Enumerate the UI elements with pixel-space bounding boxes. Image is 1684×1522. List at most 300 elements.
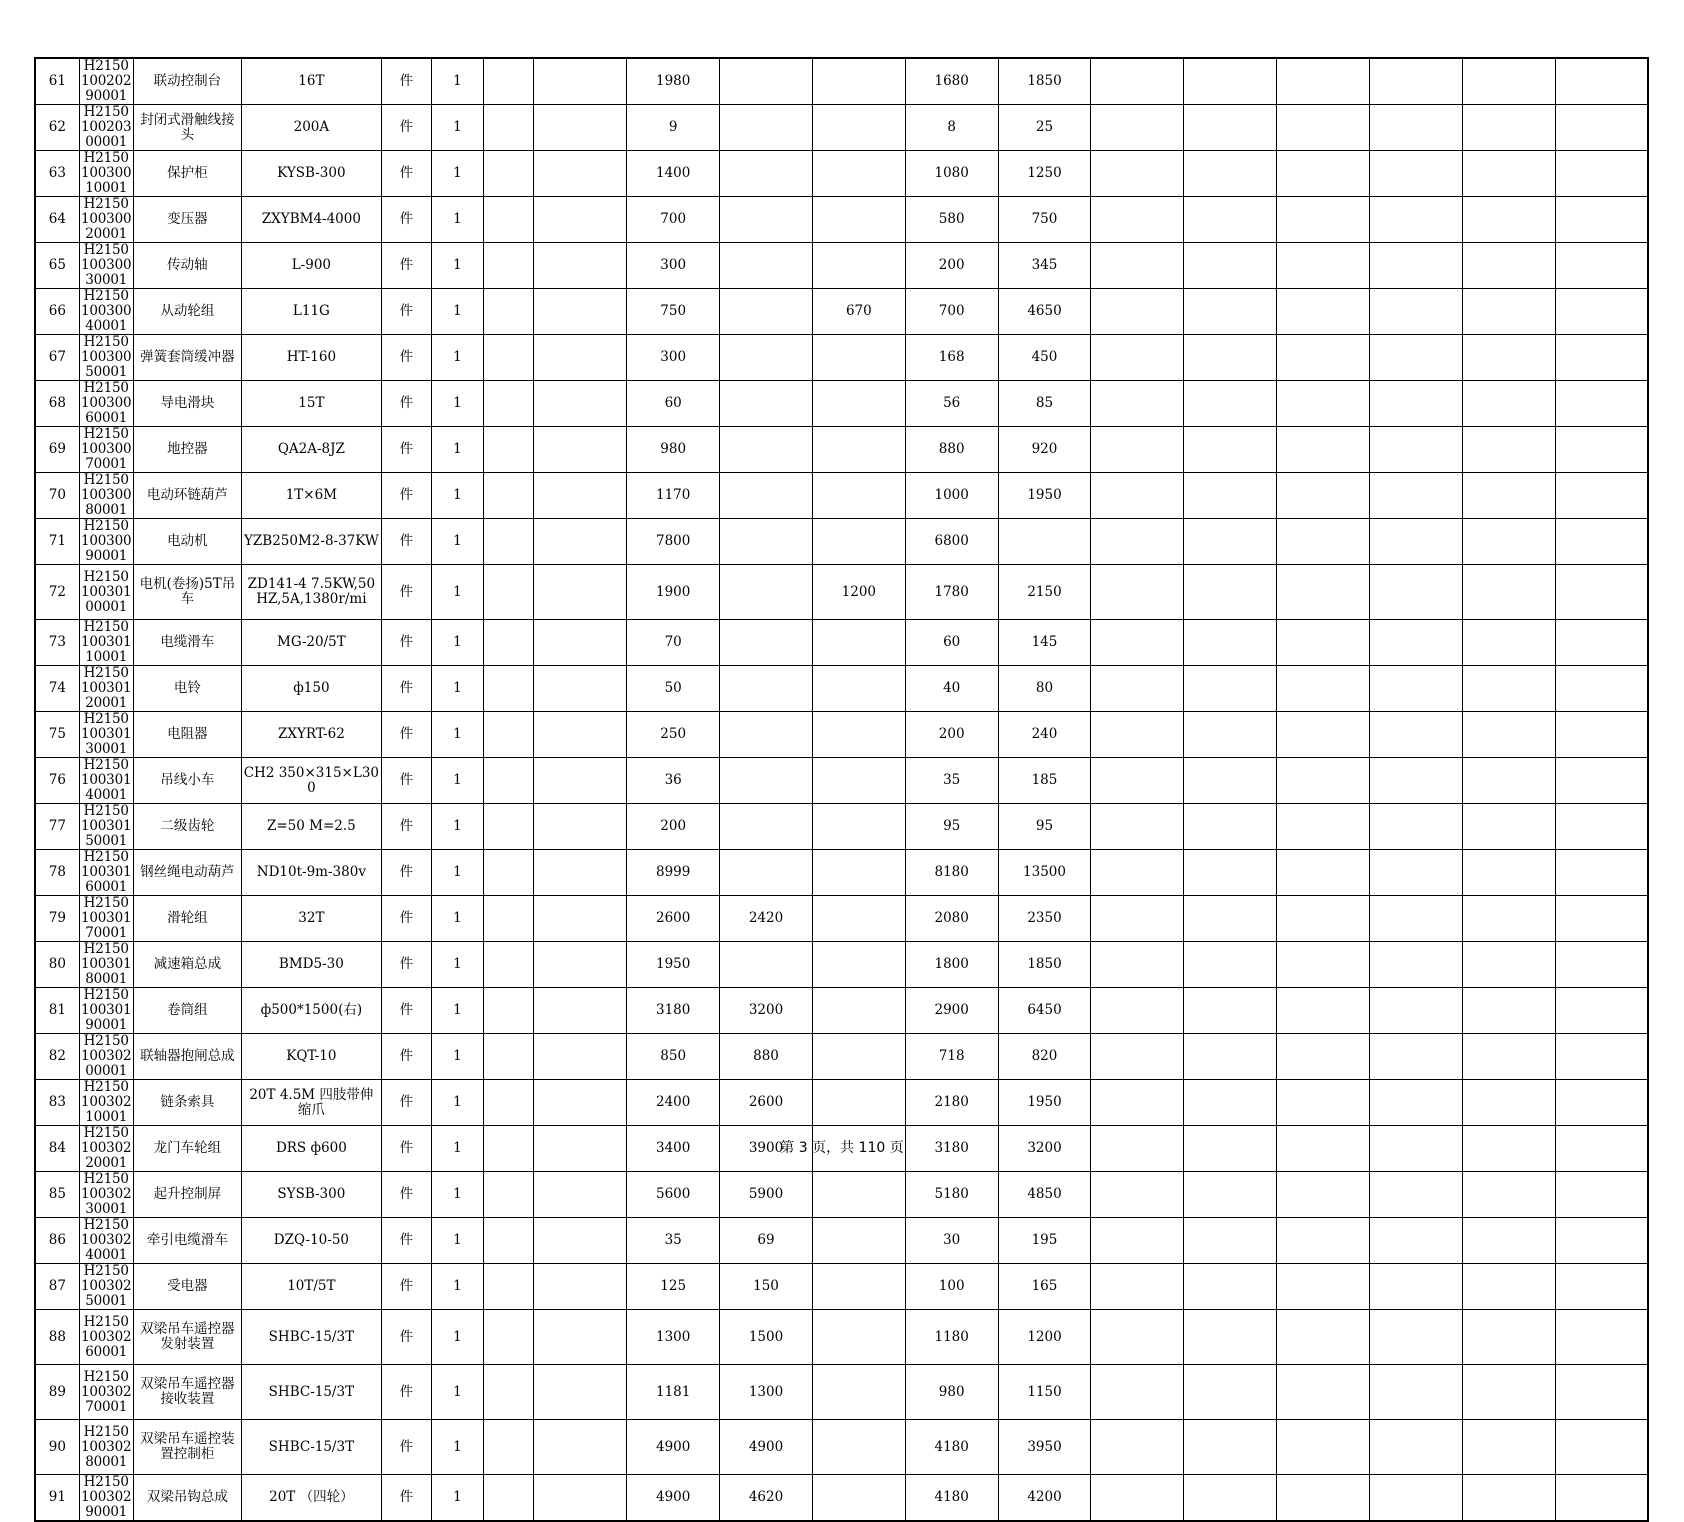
blank-cell bbox=[1184, 712, 1277, 758]
item-code: H215010030270001 bbox=[79, 1365, 133, 1420]
blank-cell bbox=[483, 1264, 534, 1310]
blank-cell bbox=[483, 1365, 534, 1420]
blank-cell bbox=[1555, 58, 1648, 105]
blank-cell bbox=[1369, 1264, 1462, 1310]
row-number: 88 bbox=[35, 1310, 79, 1365]
item-quantity: 1 bbox=[432, 1126, 484, 1172]
table-row bbox=[35, 1034, 1648, 1080]
price-cell bbox=[812, 1310, 905, 1365]
item-unit: 件 bbox=[381, 1264, 432, 1310]
price-cell: 1780 bbox=[905, 565, 998, 620]
price-cell bbox=[812, 1264, 905, 1310]
item-code: H215010030260001 bbox=[79, 1310, 133, 1365]
row-number: 71 bbox=[35, 519, 79, 565]
blank-cell bbox=[534, 988, 627, 1034]
price-cell: 56 bbox=[905, 381, 998, 427]
blank-cell bbox=[1091, 1264, 1184, 1310]
blank-cell bbox=[1091, 151, 1184, 197]
price-cell: 2600 bbox=[627, 896, 720, 942]
blank-cell bbox=[1091, 519, 1184, 565]
blank-cell bbox=[1369, 712, 1462, 758]
row-number: 87 bbox=[35, 1264, 79, 1310]
table-row bbox=[35, 519, 1648, 565]
item-spec: 200A bbox=[242, 105, 381, 151]
blank-cell bbox=[534, 804, 627, 850]
blank-cell bbox=[1555, 243, 1648, 289]
item-code: H215010030030001 bbox=[81, 242, 132, 288]
blank-cell bbox=[1462, 473, 1555, 519]
blank-cell bbox=[483, 712, 534, 758]
blank-cell bbox=[1555, 1365, 1648, 1420]
item-name: 链条索具 bbox=[133, 1080, 242, 1126]
blank-cell bbox=[1184, 289, 1277, 335]
price-cell bbox=[998, 519, 1091, 565]
row-number: 85 bbox=[35, 1172, 79, 1218]
price-cell bbox=[812, 381, 905, 427]
blank-cell bbox=[1277, 473, 1370, 519]
item-name: 减速箱总成 bbox=[133, 942, 242, 988]
item-spec: SYSB-300 bbox=[242, 1172, 381, 1218]
price-cell: 1080 bbox=[905, 151, 998, 197]
item-unit: 件 bbox=[381, 1080, 432, 1126]
price-cell bbox=[720, 942, 813, 988]
item-spec: 15T bbox=[242, 381, 381, 427]
price-cell: 200 bbox=[905, 712, 998, 758]
row-number: 78 bbox=[35, 850, 79, 896]
row-number: 89 bbox=[35, 1365, 79, 1420]
blank-cell bbox=[1369, 1310, 1462, 1365]
blank-cell bbox=[534, 942, 627, 988]
table-row bbox=[35, 243, 1648, 289]
blank-cell bbox=[483, 988, 534, 1034]
blank-cell bbox=[1555, 1310, 1648, 1365]
blank-cell bbox=[1462, 1420, 1555, 1475]
price-cell: 95 bbox=[998, 804, 1091, 850]
blank-cell bbox=[1091, 243, 1184, 289]
price-cell: 2180 bbox=[905, 1080, 998, 1126]
price-cell: 4180 bbox=[905, 1475, 998, 1522]
price-cell: 60 bbox=[627, 381, 720, 427]
item-spec: DRS ф600 bbox=[242, 1126, 381, 1172]
blank-cell bbox=[1277, 620, 1370, 666]
blank-cell bbox=[1184, 1475, 1277, 1522]
price-cell: 1980 bbox=[627, 58, 720, 105]
blank-cell bbox=[1555, 335, 1648, 381]
blank-cell bbox=[1091, 758, 1184, 804]
blank-cell bbox=[1277, 427, 1370, 473]
item-name: 电机(卷扬)5T吊车 bbox=[133, 565, 242, 620]
table-row bbox=[35, 1420, 1648, 1475]
price-cell: 980 bbox=[627, 427, 720, 473]
item-name: 封闭式滑触线接头 bbox=[133, 105, 242, 151]
item-quantity: 1 bbox=[432, 1365, 484, 1420]
blank-cell bbox=[1462, 427, 1555, 473]
item-quantity: 1 bbox=[432, 988, 484, 1034]
blank-cell bbox=[1462, 1034, 1555, 1080]
price-cell: 8 bbox=[905, 105, 998, 151]
blank-cell bbox=[1091, 1034, 1184, 1080]
item-unit: 件 bbox=[381, 1218, 432, 1264]
price-cell bbox=[720, 804, 813, 850]
price-cell: 2600 bbox=[720, 1080, 813, 1126]
item-quantity: 1 bbox=[432, 243, 484, 289]
blank-cell bbox=[1277, 105, 1370, 151]
blank-cell bbox=[1184, 565, 1277, 620]
item-code: H215010030020001 bbox=[81, 196, 132, 242]
price-cell: 35 bbox=[627, 1218, 720, 1264]
item-spec: ZD141-4 7.5KW,50HZ,5A,1380r/mi bbox=[242, 565, 381, 620]
blank-cell bbox=[1555, 565, 1648, 620]
blank-cell bbox=[1277, 850, 1370, 896]
blank-cell bbox=[1184, 896, 1277, 942]
price-cell: 25 bbox=[998, 105, 1091, 151]
item-unit: 件 bbox=[381, 335, 432, 381]
item-name: 从动轮组 bbox=[133, 289, 242, 335]
item-quantity: 1 bbox=[432, 850, 484, 896]
price-cell: 168 bbox=[905, 335, 998, 381]
price-cell: 150 bbox=[720, 1264, 813, 1310]
blank-cell bbox=[1184, 850, 1277, 896]
item-code: H215010020290001 bbox=[81, 58, 132, 104]
item-name: 变压器 bbox=[133, 197, 242, 243]
item-unit: 件 bbox=[381, 712, 432, 758]
blank-cell bbox=[534, 896, 627, 942]
blank-cell bbox=[1462, 105, 1555, 151]
item-unit: 件 bbox=[381, 620, 432, 666]
blank-cell bbox=[1091, 896, 1184, 942]
blank-cell bbox=[1277, 1080, 1370, 1126]
item-quantity: 1 bbox=[432, 381, 484, 427]
price-cell bbox=[720, 381, 813, 427]
blank-cell bbox=[1369, 1420, 1462, 1475]
blank-cell bbox=[483, 758, 534, 804]
footer-middle: 页，共 bbox=[807, 1140, 859, 1156]
item-unit: 件 bbox=[381, 1126, 432, 1172]
item-quantity: 1 bbox=[432, 519, 484, 565]
blank-cell bbox=[1184, 197, 1277, 243]
blank-cell bbox=[483, 1218, 534, 1264]
blank-cell bbox=[534, 519, 627, 565]
item-quantity: 1 bbox=[432, 666, 484, 712]
footer-page-number: 3 bbox=[798, 1140, 808, 1156]
item-spec: 1T×6M bbox=[242, 473, 381, 519]
blank-cell bbox=[1369, 519, 1462, 565]
blank-cell bbox=[1462, 289, 1555, 335]
item-quantity: 1 bbox=[432, 896, 484, 942]
item-name: 龙门车轮组 bbox=[133, 1126, 242, 1172]
blank-cell bbox=[1184, 1080, 1277, 1126]
blank-cell bbox=[1462, 1475, 1555, 1522]
blank-cell bbox=[1462, 1172, 1555, 1218]
price-cell: 1950 bbox=[627, 942, 720, 988]
price-cell: 700 bbox=[905, 289, 998, 335]
price-cell: 6800 bbox=[905, 519, 998, 565]
item-name: 牵引电缆滑车 bbox=[133, 1218, 242, 1264]
blank-cell bbox=[483, 105, 534, 151]
table-row bbox=[35, 289, 1648, 335]
price-cell: 4900 bbox=[627, 1475, 720, 1522]
blank-cell bbox=[1091, 565, 1184, 620]
item-name: 电阻器 bbox=[133, 712, 242, 758]
item-code: H215010030150001 bbox=[81, 803, 132, 849]
item-unit: 件 bbox=[381, 1172, 432, 1218]
item-unit: 件 bbox=[381, 243, 432, 289]
price-cell: 5180 bbox=[905, 1172, 998, 1218]
price-cell: 1250 bbox=[998, 151, 1091, 197]
blank-cell bbox=[1462, 1080, 1555, 1126]
item-quantity: 1 bbox=[432, 197, 484, 243]
price-cell bbox=[812, 105, 905, 151]
price-cell: 1950 bbox=[998, 473, 1091, 519]
price-cell bbox=[812, 758, 905, 804]
item-code: H215010030060001 bbox=[81, 380, 132, 426]
row-number: 73 bbox=[35, 620, 79, 666]
table-row bbox=[35, 804, 1648, 850]
table-row bbox=[35, 896, 1648, 942]
item-spec: BMD5-30 bbox=[242, 942, 381, 988]
item-unit: 件 bbox=[381, 427, 432, 473]
blank-cell bbox=[483, 1310, 534, 1365]
blank-cell bbox=[1462, 620, 1555, 666]
price-cell: 700 bbox=[627, 197, 720, 243]
blank-cell bbox=[1277, 1365, 1370, 1420]
item-quantity: 1 bbox=[432, 58, 484, 105]
blank-cell bbox=[1184, 335, 1277, 381]
item-unit: 件 bbox=[381, 289, 432, 335]
row-number: 82 bbox=[35, 1034, 79, 1080]
price-cell bbox=[720, 335, 813, 381]
price-cell: 5900 bbox=[720, 1172, 813, 1218]
blank-cell bbox=[534, 565, 627, 620]
price-cell bbox=[812, 804, 905, 850]
table-row bbox=[35, 1475, 1648, 1522]
blank-cell bbox=[1369, 1034, 1462, 1080]
item-spec: ф150 bbox=[242, 666, 381, 712]
item-spec: 16T bbox=[242, 58, 381, 105]
blank-cell bbox=[483, 850, 534, 896]
blank-cell bbox=[1091, 620, 1184, 666]
price-cell: 13500 bbox=[998, 850, 1091, 896]
blank-cell bbox=[1369, 1218, 1462, 1264]
item-spec: DZQ-10-50 bbox=[242, 1218, 381, 1264]
table-row bbox=[35, 565, 1648, 620]
price-cell bbox=[720, 197, 813, 243]
blank-cell bbox=[534, 1475, 627, 1522]
item-name: 卷筒组 bbox=[133, 988, 242, 1034]
blank-cell bbox=[1555, 197, 1648, 243]
price-cell: 2080 bbox=[905, 896, 998, 942]
blank-cell bbox=[1462, 712, 1555, 758]
item-unit: 件 bbox=[381, 666, 432, 712]
price-cell bbox=[812, 243, 905, 289]
blank-cell bbox=[1555, 988, 1648, 1034]
blank-cell bbox=[1277, 942, 1370, 988]
item-spec: 20T 4.5M 四肢带伸缩爪 bbox=[242, 1080, 381, 1126]
table-row bbox=[35, 620, 1648, 666]
blank-cell bbox=[1462, 519, 1555, 565]
item-code: H215010030140001 bbox=[81, 757, 132, 803]
item-code: H215010030180001 bbox=[81, 941, 132, 987]
blank-cell bbox=[1369, 197, 1462, 243]
blank-cell bbox=[1369, 565, 1462, 620]
blank-cell bbox=[534, 1310, 627, 1365]
price-cell: 60 bbox=[905, 620, 998, 666]
item-spec: KYSB-300 bbox=[242, 151, 381, 197]
price-cell: 750 bbox=[627, 289, 720, 335]
blank-cell bbox=[1555, 1034, 1648, 1080]
blank-cell bbox=[1369, 381, 1462, 427]
item-name: 双梁吊车遥控器发射装置 bbox=[133, 1310, 242, 1365]
blank-cell bbox=[1277, 151, 1370, 197]
item-spec: ф500*1500(右) bbox=[242, 988, 381, 1034]
item-spec: HT-160 bbox=[242, 335, 381, 381]
blank-cell bbox=[483, 335, 534, 381]
blank-cell bbox=[1277, 666, 1370, 712]
item-unit: 件 bbox=[381, 850, 432, 896]
price-cell: 880 bbox=[720, 1034, 813, 1080]
blank-cell bbox=[534, 620, 627, 666]
item-quantity: 1 bbox=[432, 1172, 484, 1218]
price-cell: 300 bbox=[627, 335, 720, 381]
price-cell: 580 bbox=[905, 197, 998, 243]
blank-cell bbox=[1555, 1218, 1648, 1264]
price-cell: 200 bbox=[627, 804, 720, 850]
blank-cell bbox=[1555, 666, 1648, 712]
row-number: 80 bbox=[35, 942, 79, 988]
price-cell: 1200 bbox=[998, 1310, 1091, 1365]
row-number: 91 bbox=[35, 1475, 79, 1522]
price-cell: 450 bbox=[998, 335, 1091, 381]
price-cell: 3180 bbox=[905, 1126, 998, 1172]
blank-cell bbox=[483, 473, 534, 519]
price-cell: 36 bbox=[627, 758, 720, 804]
item-spec: SHBC-15/3T bbox=[242, 1365, 381, 1420]
blank-cell bbox=[1369, 151, 1462, 197]
blank-cell bbox=[1184, 942, 1277, 988]
price-cell: 1950 bbox=[998, 1080, 1091, 1126]
blank-cell bbox=[1369, 1365, 1462, 1420]
blank-cell bbox=[1277, 58, 1370, 105]
blank-cell bbox=[1184, 427, 1277, 473]
item-name: 吊线小车 bbox=[133, 758, 242, 804]
blank-cell bbox=[483, 1475, 534, 1522]
price-cell bbox=[720, 850, 813, 896]
blank-cell bbox=[1277, 519, 1370, 565]
item-name: 滑轮组 bbox=[133, 896, 242, 942]
item-name: 导电滑块 bbox=[133, 381, 242, 427]
blank-cell bbox=[1369, 620, 1462, 666]
blank-cell bbox=[1184, 804, 1277, 850]
price-cell: 1170 bbox=[627, 473, 720, 519]
blank-cell bbox=[1462, 197, 1555, 243]
blank-cell bbox=[1462, 1310, 1555, 1365]
blank-cell bbox=[1277, 1034, 1370, 1080]
item-name: 传动轴 bbox=[133, 243, 242, 289]
price-cell bbox=[720, 243, 813, 289]
blank-cell bbox=[1555, 519, 1648, 565]
blank-cell bbox=[1555, 473, 1648, 519]
price-cell: 7800 bbox=[627, 519, 720, 565]
table-body bbox=[35, 58, 1648, 1521]
price-cell: 4900 bbox=[627, 1420, 720, 1475]
price-cell: 4620 bbox=[720, 1475, 813, 1522]
blank-cell bbox=[1462, 58, 1555, 105]
blank-cell bbox=[1091, 1310, 1184, 1365]
table-row bbox=[35, 335, 1648, 381]
table-row bbox=[35, 988, 1648, 1034]
item-unit: 件 bbox=[381, 519, 432, 565]
item-quantity: 1 bbox=[432, 151, 484, 197]
blank-cell bbox=[1184, 1264, 1277, 1310]
table-row bbox=[35, 58, 1648, 105]
item-unit: 件 bbox=[381, 473, 432, 519]
blank-cell bbox=[1555, 896, 1648, 942]
price-cell: 1900 bbox=[627, 565, 720, 620]
item-code: H215010020300001 bbox=[81, 104, 132, 150]
price-cell bbox=[720, 151, 813, 197]
row-number: 83 bbox=[35, 1080, 79, 1126]
item-spec: QA2A-8JZ bbox=[242, 427, 381, 473]
blank-cell bbox=[1555, 1264, 1648, 1310]
price-cell: 850 bbox=[627, 1034, 720, 1080]
blank-cell bbox=[1462, 151, 1555, 197]
item-name: 电动环链葫芦 bbox=[133, 473, 242, 519]
price-cell: 69 bbox=[720, 1218, 813, 1264]
price-cell bbox=[812, 519, 905, 565]
row-number: 67 bbox=[35, 335, 79, 381]
price-cell: 100 bbox=[905, 1264, 998, 1310]
blank-cell bbox=[1091, 1475, 1184, 1522]
price-cell: 9 bbox=[627, 105, 720, 151]
item-code: H215010030280001 bbox=[79, 1420, 133, 1475]
price-cell bbox=[812, 197, 905, 243]
row-number: 75 bbox=[35, 712, 79, 758]
item-name: 联轴器抱闸总成 bbox=[133, 1034, 242, 1080]
blank-cell bbox=[1555, 758, 1648, 804]
blank-cell bbox=[1462, 758, 1555, 804]
price-cell bbox=[812, 666, 905, 712]
table-row bbox=[35, 1172, 1648, 1218]
price-cell bbox=[720, 58, 813, 105]
blank-cell bbox=[1091, 289, 1184, 335]
price-cell: 980 bbox=[905, 1365, 998, 1420]
price-cell: 670 bbox=[812, 289, 905, 335]
item-spec: SHBC-15/3T bbox=[242, 1420, 381, 1475]
blank-cell bbox=[534, 58, 627, 105]
page-footer bbox=[0, 1137, 1684, 1157]
item-quantity: 1 bbox=[432, 565, 484, 620]
price-cell: 3400 bbox=[627, 1126, 720, 1172]
price-cell: 2400 bbox=[627, 1080, 720, 1126]
blank-cell bbox=[534, 1365, 627, 1420]
item-code: H215010030050001 bbox=[81, 334, 132, 380]
blank-cell bbox=[1184, 1218, 1277, 1264]
price-cell bbox=[812, 335, 905, 381]
item-quantity: 1 bbox=[432, 335, 484, 381]
blank-cell bbox=[534, 151, 627, 197]
row-number: 86 bbox=[35, 1218, 79, 1264]
item-quantity: 1 bbox=[432, 712, 484, 758]
price-cell bbox=[812, 850, 905, 896]
blank-cell bbox=[1462, 565, 1555, 620]
price-cell: 6450 bbox=[998, 988, 1091, 1034]
blank-cell bbox=[1555, 289, 1648, 335]
blank-cell bbox=[483, 804, 534, 850]
row-number: 84 bbox=[35, 1126, 79, 1172]
price-cell: 30 bbox=[905, 1218, 998, 1264]
price-cell: 750 bbox=[998, 197, 1091, 243]
blank-cell bbox=[534, 850, 627, 896]
